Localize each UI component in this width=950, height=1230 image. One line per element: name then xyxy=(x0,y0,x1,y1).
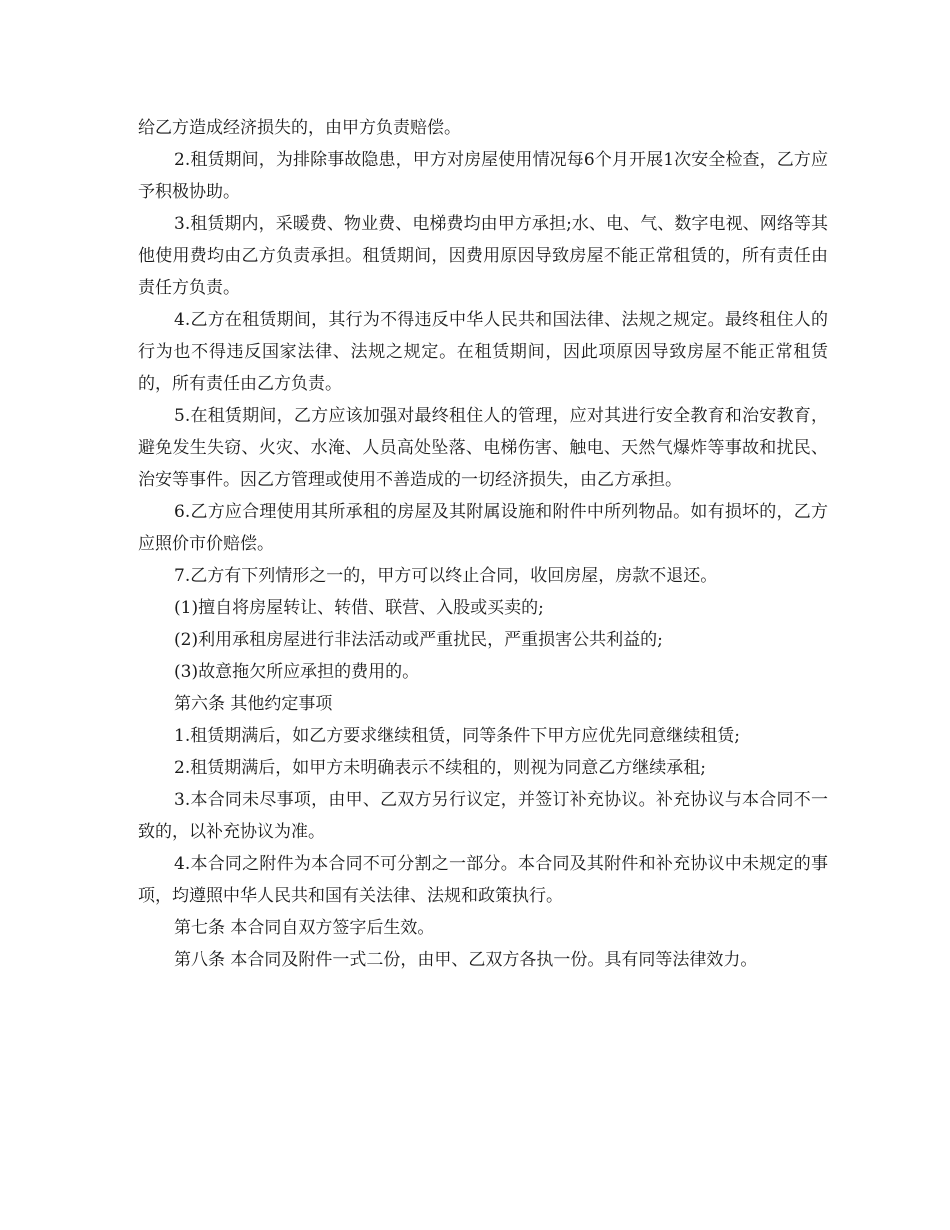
paragraph-clause-5: 5.在租赁期间，乙方应该加强对最终租住人的管理，应对其进行安全教育和治安教育，避免发生失窃、火灾、水淹、人员高处坠落、电梯伤害、触电、天然气爆炸等事故和扰民、治安等事件。因乙方管理或使用不善造成的一切经济损失，由乙方承担。 xyxy=(138,406,828,490)
paragraph-item-2: (2)利用承租房屋进行非法活动或严重扰民，严重损害公共利益的; xyxy=(174,630,663,650)
paragraph-item-3: (3)故意拖欠所应承担的费用的。 xyxy=(174,662,420,682)
paragraph-clause-4: 4.乙方在租赁期间，其行为不得违反中华人民共和国法律、法规之规定。最终租住人的行为也不得违反国家法律、法规之规定。在租赁期间，因此项原因导致房屋不能正常租赁的，所有责任由乙方负责。 xyxy=(138,310,828,394)
document-body xyxy=(138,112,828,976)
paragraph-article-6-clause-2: 2.租赁期满后，如甲方未明确表示不续租的，则视为同意乙方继续承租; xyxy=(174,758,706,778)
paragraph-item-1: (1)擅自将房屋转让、转借、联营、入股或买卖的; xyxy=(174,598,544,618)
paragraph-clause-2: 2.租赁期间，为排除事故隐患，甲方对房屋使用情况每6个月开展1次安全检查，乙方应予积极协助。 xyxy=(138,150,828,202)
paragraph-article-8: 第八条 本合同及附件一式二份，由甲、乙双方各执一份。具有同等法律效力。 xyxy=(174,950,758,970)
paragraph-clause-3: 3.租赁期内，采暖费、物业费、电梯费均由甲方承担;水、电、气、数字电视、网络等其他使用费均由乙方负责承担。租赁期间，因费用原因导致房屋不能正常租赁的，所有责任由责任方负责。 xyxy=(138,214,828,298)
paragraph-clause-6: 6.乙方应合理使用其所承租的房屋及其附属设施和附件中所列物品。如有损坏的，乙方应照价市价赔偿。 xyxy=(138,502,828,554)
paragraph-clause-7: 7.乙方有下列情形之一的，甲方可以终止合同，收回房屋，房款不退还。 xyxy=(174,566,718,586)
section-heading-article-6: 第六条 其他约定事项 xyxy=(174,694,333,714)
paragraph-article-6-clause-4: 4.本合同之附件为本合同不可分割之一部分。本合同及其附件和补充协议中未规定的事项，均遵照中华人民共和国有关法律、法规和政策执行。 xyxy=(138,854,828,906)
paragraph-continuation: 给乙方造成经济损失的，由甲方负责赔偿。 xyxy=(138,118,461,138)
paragraph-article-7: 第七条 本合同自双方签字后生效。 xyxy=(174,918,435,938)
paragraph-article-6-clause-3: 3.本合同未尽事项，由甲、乙双方另行议定，并签订补充协议。补充协议与本合同不一致的，以补充协议为准。 xyxy=(138,790,828,842)
paragraph-article-6-clause-1: 1.租赁期满后，如乙方要求继续租赁，同等条件下甲方应优先同意继续租赁; xyxy=(174,726,740,746)
